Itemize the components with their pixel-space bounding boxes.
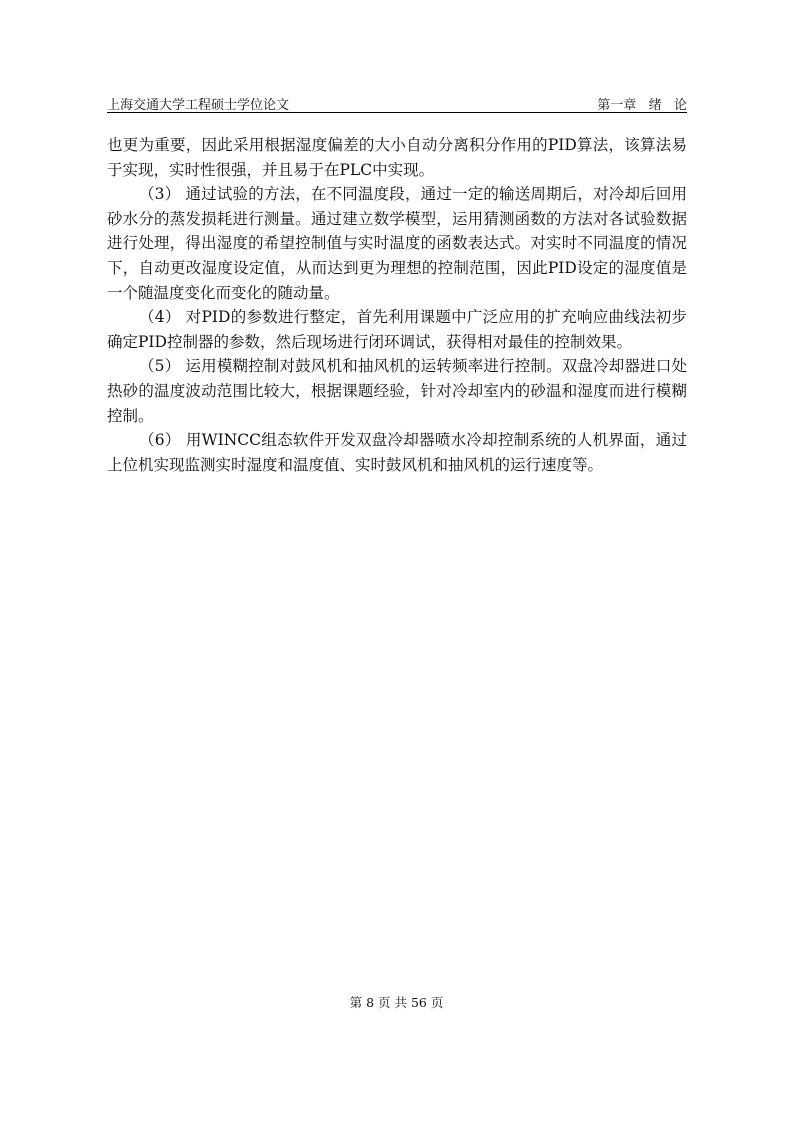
paragraph-item-3: （3） 通过试验的方法，在不同温度段，通过一定的输送周期后，对冷却后回用砂水分的蒸发损耗进行测量。通过建立数学模型，运用猜测函数的方法对各试验数据进行处理，得出湿度的希望控制值与实时温度的函数表达式。对实时不同温度的情况下，自动更改湿度设定值，从而达到更为理想的控制范围，因此PID设定的湿度值是一个随温度变化而变化的随动量。 [107,185,687,302]
paragraph-item-4: （4） 对PID的参数进行整定，首先利用课题中广泛应用的扩充响应曲线法初步确定PID控制器的参数，然后现场进行闭环调试，获得相对最佳的控制效果。 [107,308,687,351]
body-text [107,133,687,477]
page-number-footer: 第 8 页 共 56 页 [349,995,444,1010]
running-header [107,92,687,113]
header-chapter-title: 第一章 绪 论 [597,98,687,113]
header-thesis-title: 上海交通大学工程硕士学位论文 [107,98,290,113]
paragraph-continuation: 也更为重要，因此采用根据湿度偏差的大小自动分离积分作用的PID算法，该算法易于实现，实时性很强，并且易于在PLC中实现。 [107,136,687,179]
paragraph-item-6: （6） 用WINCC组态软件开发双盘冷却器喷水冷却控制系统的人机界面，通过上位机实现监测实时湿度和温度值、实时鼓风机和抽风机的运行速度等。 [107,431,687,474]
paragraph-item-5: （5） 运用模糊控制对鼓风机和抽风机的运转频率进行控制。双盘冷却器进口处热砂的温度波动范围比较大，根据课题经验，针对冷却室内的砂温和湿度而进行模糊控制。 [107,357,687,425]
